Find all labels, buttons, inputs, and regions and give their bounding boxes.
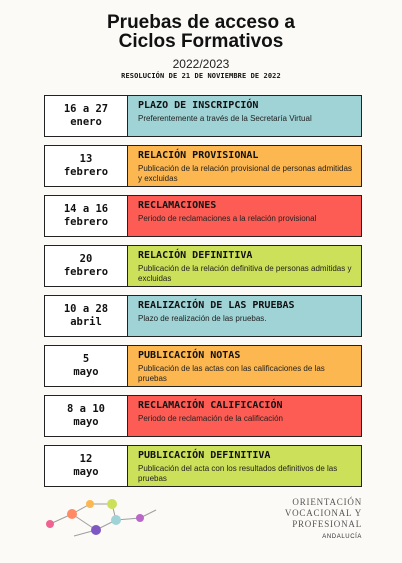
row-description: Preferentemente a través de la Secretaría Virtual [138, 114, 312, 123]
title-line-2: Ciclos Formativos [118, 31, 284, 52]
row-date-line-1: 10 a 28 [63, 303, 109, 315]
row-date-line-2: febrero [63, 216, 109, 228]
row-date-line-2: abril [70, 316, 102, 328]
row-date-line-2: mayo [73, 366, 99, 378]
row-date [45, 296, 128, 336]
row-description: Publicación de las actas con las calificaciones de las pruebas [138, 364, 325, 383]
network-dots-logo [44, 496, 164, 540]
row-description: Publicación del acta con los resultados definitivos de las pruebas [138, 464, 338, 483]
calendar-row [44, 95, 362, 137]
row-info [128, 246, 361, 286]
school-year: 2022/2023 [172, 57, 230, 71]
row-date [45, 196, 128, 236]
logo-dot [111, 515, 121, 525]
row-info [128, 296, 361, 336]
org-line-3: PROFESIONAL [292, 519, 362, 529]
row-date-line-1: 14 a 16 [63, 203, 109, 215]
org-line-1: ORIENTACIÓN [292, 497, 362, 507]
row-description: Publicación de la relación definitiva de personas admitidas y excluidas [138, 264, 352, 283]
row-date-line-2: febrero [63, 166, 109, 178]
logo-dot [91, 525, 101, 535]
calendar-row [44, 445, 362, 487]
row-date-line-1: 16 a 27 [63, 103, 109, 115]
row-date-line-2: enero [70, 116, 102, 128]
row-info [128, 446, 361, 486]
row-heading: PLAZO DE INSCRIPCIÓN [138, 100, 259, 111]
row-date-line-2: mayo [73, 416, 99, 428]
logo-dot [107, 499, 117, 509]
logo-dot [46, 520, 54, 528]
calendar-list [44, 95, 362, 495]
row-date [45, 246, 128, 286]
logo-dot [67, 509, 77, 519]
title-line-1: Pruebas de acceso a [107, 12, 295, 33]
calendar-row [44, 295, 362, 337]
row-date-line-1: 8 a 10 [67, 403, 105, 415]
row-description: Periodo de reclamación de la calificación [138, 414, 283, 423]
organization-logo-text [250, 497, 362, 543]
row-date-line-2: febrero [63, 266, 109, 278]
row-info [128, 396, 361, 436]
row-date [45, 146, 128, 186]
row-heading: PUBLICACIÓN DEFINITIVA [138, 450, 271, 461]
calendar-row [44, 145, 362, 187]
calendar-row [44, 345, 362, 387]
row-date-line-1: 20 [79, 253, 93, 265]
row-date [45, 446, 128, 486]
logo-dot [136, 514, 144, 522]
row-date-line-1: 12 [79, 453, 93, 465]
row-heading: REALIZACIÓN DE LAS PRUEBAS [138, 300, 295, 311]
row-date [45, 396, 128, 436]
row-date [45, 346, 128, 386]
page-title [0, 13, 402, 51]
row-heading: RELACIÓN PROVISIONAL [138, 150, 259, 161]
row-heading: RECLAMACIÓN CALIFICACIÓN [138, 400, 283, 411]
org-region: ANDALUCÍA [322, 534, 362, 540]
row-description: Publicación de la relación provisional de personas admitidas y excluidas [138, 164, 352, 183]
row-date-line-1: 13 [79, 153, 93, 165]
row-info [128, 196, 361, 236]
row-date-line-2: mayo [73, 466, 99, 478]
row-heading: RELACIÓN DEFINITIVA [138, 250, 253, 261]
row-description: Plazo de realización de las pruebas. [138, 314, 267, 323]
row-heading: RECLAMACIONES [138, 200, 217, 211]
row-info [128, 346, 361, 386]
logo-dot [86, 500, 94, 508]
row-date [45, 96, 128, 136]
org-line-2: VOCACIONAL Y [284, 508, 362, 518]
calendar-row [44, 395, 362, 437]
row-description: Periodo de reclamaciones a la relación provisional [138, 214, 317, 223]
row-heading: PUBLICACIÓN NOTAS [138, 350, 241, 361]
calendar-row [44, 245, 362, 287]
row-info [128, 96, 361, 136]
resolution-reference: RESOLUCIÓN DE 21 DE NOVIEMBRE DE 2022 [121, 72, 281, 80]
row-info [128, 146, 361, 186]
calendar-row [44, 195, 362, 237]
row-date-line-1: 5 [82, 353, 90, 365]
